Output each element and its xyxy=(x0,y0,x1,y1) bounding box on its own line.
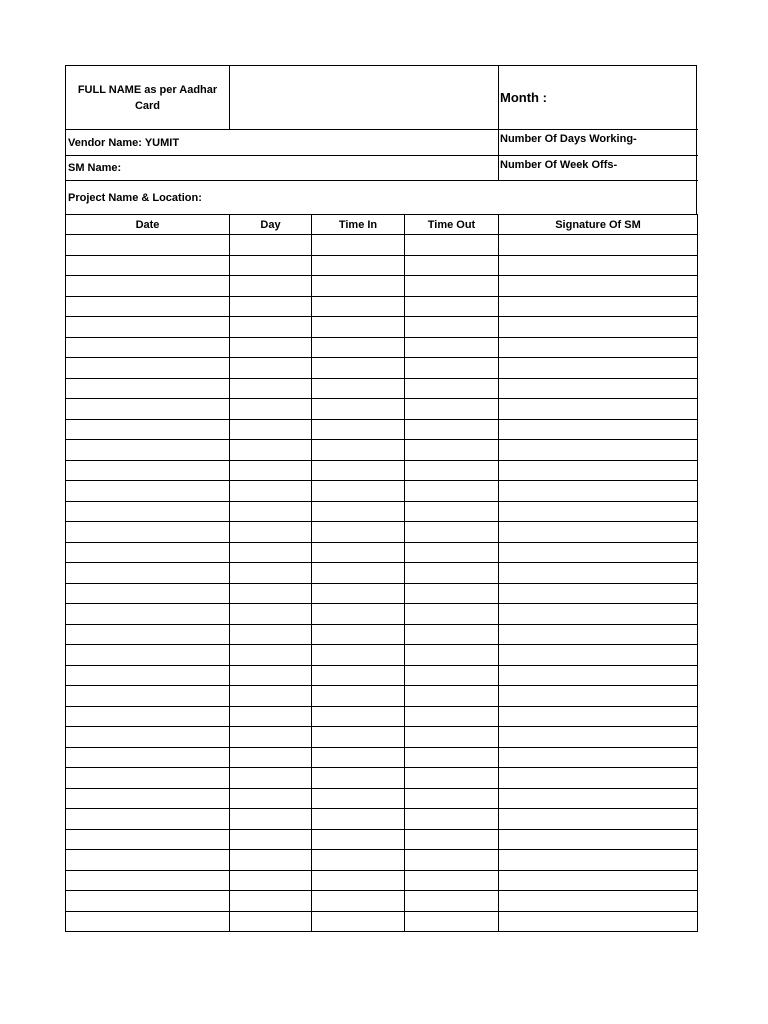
time-out-cell[interactable] xyxy=(405,440,499,461)
table-row xyxy=(66,399,698,420)
time-in-cell[interactable] xyxy=(312,460,405,481)
time-out-cell[interactable] xyxy=(405,501,499,522)
table-row xyxy=(66,788,698,809)
time-out-cell[interactable] xyxy=(405,665,499,686)
date-cell[interactable] xyxy=(66,686,230,707)
day-cell[interactable] xyxy=(230,276,312,297)
date-cell[interactable] xyxy=(66,358,230,379)
date-cell[interactable] xyxy=(66,460,230,481)
table-row xyxy=(66,235,698,256)
sm-name-label: SM Name: xyxy=(68,162,122,174)
time-in-cell[interactable] xyxy=(312,604,405,625)
day-cell[interactable] xyxy=(230,583,312,604)
signature-cell[interactable] xyxy=(499,563,698,584)
time-in-cell[interactable] xyxy=(312,665,405,686)
date-cell[interactable] xyxy=(66,481,230,502)
signature-cell[interactable] xyxy=(499,829,698,850)
day-cell[interactable] xyxy=(230,768,312,789)
days-working-label: Number Of Days Working- xyxy=(500,133,637,145)
table-row xyxy=(66,481,698,502)
day-cell[interactable] xyxy=(230,686,312,707)
date-cell[interactable] xyxy=(66,809,230,830)
date-cell[interactable] xyxy=(66,317,230,338)
table-row xyxy=(66,460,698,481)
date-cell[interactable] xyxy=(66,378,230,399)
month-label: Month : xyxy=(500,90,547,105)
date-cell[interactable] xyxy=(66,665,230,686)
date-cell[interactable] xyxy=(66,727,230,748)
day-cell[interactable] xyxy=(230,317,312,338)
day-cell[interactable] xyxy=(230,235,312,256)
time-in-cell[interactable] xyxy=(312,768,405,789)
signature-cell[interactable] xyxy=(499,337,698,358)
day-cell[interactable] xyxy=(230,501,312,522)
table-header-row xyxy=(66,215,698,235)
time-out-cell[interactable] xyxy=(405,317,499,338)
time-in-cell[interactable] xyxy=(312,645,405,666)
signature-cell[interactable] xyxy=(499,501,698,522)
signature-cell[interactable] xyxy=(499,891,698,912)
date-cell[interactable] xyxy=(66,276,230,297)
table-row xyxy=(66,891,698,912)
table-row xyxy=(66,911,698,932)
signature-cell[interactable] xyxy=(499,727,698,748)
vendor-name-label: Vendor Name: YUMIT xyxy=(68,136,180,149)
full-name-label: FULL NAME as per Aadhar Card xyxy=(77,83,218,112)
column-header-date: Date xyxy=(66,215,230,235)
time-in-cell[interactable] xyxy=(312,706,405,727)
time-out-cell[interactable] xyxy=(405,727,499,748)
date-cell[interactable] xyxy=(66,706,230,727)
table-row xyxy=(66,378,698,399)
time-out-cell[interactable] xyxy=(405,891,499,912)
time-out-cell[interactable] xyxy=(405,296,499,317)
date-cell[interactable] xyxy=(66,399,230,420)
table-row xyxy=(66,542,698,563)
table-row xyxy=(66,522,698,543)
time-out-cell[interactable] xyxy=(405,624,499,645)
day-cell[interactable] xyxy=(230,604,312,625)
date-cell[interactable] xyxy=(66,563,230,584)
date-cell[interactable] xyxy=(66,522,230,543)
day-cell[interactable] xyxy=(230,255,312,276)
column-header-signature: Signature Of SM xyxy=(499,215,698,235)
column-header-time-in: Time In xyxy=(312,215,405,235)
time-out-cell[interactable] xyxy=(405,706,499,727)
day-cell[interactable] xyxy=(230,850,312,871)
day-cell[interactable] xyxy=(230,378,312,399)
date-cell[interactable] xyxy=(66,645,230,666)
signature-cell[interactable] xyxy=(499,665,698,686)
project-location-label: Project Name & Location: xyxy=(68,192,202,204)
date-cell[interactable] xyxy=(66,747,230,768)
time-in-cell[interactable] xyxy=(312,522,405,543)
table-row xyxy=(66,665,698,686)
table-row xyxy=(66,809,698,830)
time-in-cell[interactable] xyxy=(312,911,405,932)
time-out-cell[interactable] xyxy=(405,419,499,440)
date-cell[interactable] xyxy=(66,870,230,891)
date-cell[interactable] xyxy=(66,583,230,604)
column-header-day: Day xyxy=(230,215,312,235)
signature-cell[interactable] xyxy=(499,604,698,625)
day-cell[interactable] xyxy=(230,563,312,584)
time-in-cell[interactable] xyxy=(312,829,405,850)
table-row xyxy=(66,604,698,625)
signature-cell[interactable] xyxy=(499,911,698,932)
table-row xyxy=(66,501,698,522)
time-in-cell[interactable] xyxy=(312,624,405,645)
table-row xyxy=(66,440,698,461)
day-cell[interactable] xyxy=(230,829,312,850)
time-in-cell[interactable] xyxy=(312,440,405,461)
column-header-time-out: Time Out xyxy=(405,215,499,235)
time-in-cell[interactable] xyxy=(312,686,405,707)
date-cell[interactable] xyxy=(66,604,230,625)
signature-cell[interactable] xyxy=(499,419,698,440)
signature-cell[interactable] xyxy=(499,317,698,338)
time-in-cell[interactable] xyxy=(312,419,405,440)
signature-cell[interactable] xyxy=(499,583,698,604)
time-out-cell[interactable] xyxy=(405,337,499,358)
table-row xyxy=(66,747,698,768)
time-in-cell[interactable] xyxy=(312,255,405,276)
table-row xyxy=(66,276,698,297)
signature-cell[interactable] xyxy=(499,440,698,461)
time-in-cell[interactable] xyxy=(312,747,405,768)
date-cell[interactable] xyxy=(66,624,230,645)
time-out-cell[interactable] xyxy=(405,583,499,604)
time-in-cell[interactable] xyxy=(312,296,405,317)
day-cell[interactable] xyxy=(230,399,312,420)
signature-cell[interactable] xyxy=(499,296,698,317)
time-in-cell[interactable] xyxy=(312,337,405,358)
signature-cell[interactable] xyxy=(499,378,698,399)
table-row xyxy=(66,317,698,338)
time-out-cell[interactable] xyxy=(405,747,499,768)
time-in-cell[interactable] xyxy=(312,563,405,584)
time-out-cell[interactable] xyxy=(405,542,499,563)
time-out-cell[interactable] xyxy=(405,460,499,481)
day-cell[interactable] xyxy=(230,665,312,686)
day-cell[interactable] xyxy=(230,870,312,891)
time-in-cell[interactable] xyxy=(312,481,405,502)
date-cell[interactable] xyxy=(66,296,230,317)
signature-cell[interactable] xyxy=(499,481,698,502)
signature-cell[interactable] xyxy=(499,542,698,563)
time-in-cell[interactable] xyxy=(312,399,405,420)
table-row xyxy=(66,419,698,440)
table-row xyxy=(66,870,698,891)
table-row xyxy=(66,727,698,748)
time-out-cell[interactable] xyxy=(405,235,499,256)
table-row xyxy=(66,624,698,645)
date-cell[interactable] xyxy=(66,419,230,440)
table-body xyxy=(66,235,698,932)
time-in-cell[interactable] xyxy=(312,501,405,522)
day-cell[interactable] xyxy=(230,645,312,666)
time-out-cell[interactable] xyxy=(405,255,499,276)
day-cell[interactable] xyxy=(230,296,312,317)
day-cell[interactable] xyxy=(230,522,312,543)
signature-cell[interactable] xyxy=(499,870,698,891)
time-out-cell[interactable] xyxy=(405,378,499,399)
day-cell[interactable] xyxy=(230,481,312,502)
time-in-cell[interactable] xyxy=(312,358,405,379)
date-cell[interactable] xyxy=(66,850,230,871)
signature-cell[interactable] xyxy=(499,235,698,256)
time-out-cell[interactable] xyxy=(405,870,499,891)
time-in-cell[interactable] xyxy=(312,850,405,871)
table-row xyxy=(66,850,698,871)
attendance-table xyxy=(65,214,698,932)
time-out-cell[interactable] xyxy=(405,850,499,871)
time-out-cell[interactable] xyxy=(405,563,499,584)
time-out-cell[interactable] xyxy=(405,399,499,420)
table-row xyxy=(66,768,698,789)
time-out-cell[interactable] xyxy=(405,522,499,543)
signature-cell[interactable] xyxy=(499,686,698,707)
table-row xyxy=(66,563,698,584)
week-offs-label: Number Of Week Offs- xyxy=(500,159,618,171)
table-row xyxy=(66,337,698,358)
table-row xyxy=(66,296,698,317)
table-row xyxy=(66,255,698,276)
signature-cell[interactable] xyxy=(499,624,698,645)
date-cell[interactable] xyxy=(66,501,230,522)
signature-cell[interactable] xyxy=(499,706,698,727)
signature-cell[interactable] xyxy=(499,255,698,276)
date-cell[interactable] xyxy=(66,829,230,850)
table-row xyxy=(66,645,698,666)
time-out-cell[interactable] xyxy=(405,358,499,379)
date-cell[interactable] xyxy=(66,768,230,789)
time-in-cell[interactable] xyxy=(312,727,405,748)
time-out-cell[interactable] xyxy=(405,686,499,707)
time-out-cell[interactable] xyxy=(405,481,499,502)
date-cell[interactable] xyxy=(66,788,230,809)
day-cell[interactable] xyxy=(230,747,312,768)
time-out-cell[interactable] xyxy=(405,911,499,932)
date-cell[interactable] xyxy=(66,911,230,932)
day-cell[interactable] xyxy=(230,891,312,912)
table-row xyxy=(66,829,698,850)
time-in-cell[interactable] xyxy=(312,788,405,809)
day-cell[interactable] xyxy=(230,440,312,461)
signature-cell[interactable] xyxy=(499,358,698,379)
attendance-sheet xyxy=(65,65,697,932)
day-cell[interactable] xyxy=(230,911,312,932)
day-cell[interactable] xyxy=(230,706,312,727)
time-in-cell[interactable] xyxy=(312,891,405,912)
date-cell[interactable] xyxy=(66,542,230,563)
full-name-field[interactable] xyxy=(230,66,498,129)
day-cell[interactable] xyxy=(230,419,312,440)
signature-cell[interactable] xyxy=(499,645,698,666)
signature-cell[interactable] xyxy=(499,788,698,809)
signature-cell[interactable] xyxy=(499,276,698,297)
table-row xyxy=(66,686,698,707)
date-cell[interactable] xyxy=(66,235,230,256)
time-in-cell[interactable] xyxy=(312,809,405,830)
table-row xyxy=(66,706,698,727)
time-out-cell[interactable] xyxy=(405,604,499,625)
time-out-cell[interactable] xyxy=(405,768,499,789)
signature-cell[interactable] xyxy=(499,747,698,768)
time-out-cell[interactable] xyxy=(405,788,499,809)
signature-cell[interactable] xyxy=(499,850,698,871)
date-cell[interactable] xyxy=(66,337,230,358)
signature-cell[interactable] xyxy=(499,399,698,420)
time-in-cell[interactable] xyxy=(312,317,405,338)
day-cell[interactable] xyxy=(230,727,312,748)
signature-cell[interactable] xyxy=(499,809,698,830)
date-cell[interactable] xyxy=(66,440,230,461)
day-cell[interactable] xyxy=(230,624,312,645)
day-cell[interactable] xyxy=(230,337,312,358)
signature-cell[interactable] xyxy=(499,768,698,789)
time-out-cell[interactable] xyxy=(405,276,499,297)
table-row xyxy=(66,358,698,379)
signature-cell[interactable] xyxy=(499,522,698,543)
time-out-cell[interactable] xyxy=(405,809,499,830)
date-cell[interactable] xyxy=(66,891,230,912)
signature-cell[interactable] xyxy=(499,460,698,481)
day-cell[interactable] xyxy=(230,788,312,809)
day-cell[interactable] xyxy=(230,542,312,563)
date-cell[interactable] xyxy=(66,255,230,276)
time-in-cell[interactable] xyxy=(312,870,405,891)
time-in-cell[interactable] xyxy=(312,378,405,399)
table-row xyxy=(66,583,698,604)
time-out-cell[interactable] xyxy=(405,829,499,850)
time-in-cell[interactable] xyxy=(312,583,405,604)
time-in-cell[interactable] xyxy=(312,542,405,563)
divider xyxy=(498,66,499,180)
sheet-header xyxy=(65,65,697,214)
time-in-cell[interactable] xyxy=(312,276,405,297)
day-cell[interactable] xyxy=(230,358,312,379)
day-cell[interactable] xyxy=(230,460,312,481)
time-out-cell[interactable] xyxy=(405,645,499,666)
day-cell[interactable] xyxy=(230,809,312,830)
time-in-cell[interactable] xyxy=(312,235,405,256)
